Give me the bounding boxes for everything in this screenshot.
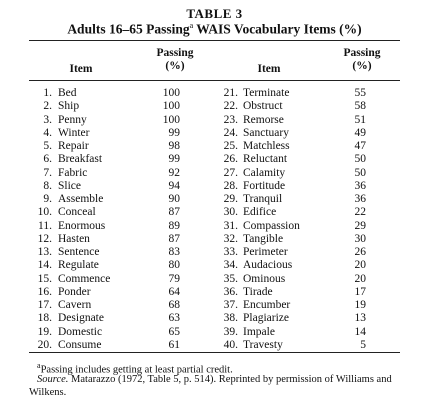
item-word: Perimeter	[243, 246, 288, 258]
item-number: 29.	[223, 193, 238, 205]
passing-percent: 87	[168, 232, 180, 245]
table-row	[0, 206, 429, 219]
item-word: Ponder	[58, 285, 91, 298]
item-word: Assemble	[58, 193, 104, 205]
item-word: Ship	[58, 100, 80, 113]
item-number: 27.	[223, 166, 238, 179]
header-rule	[29, 80, 400, 81]
item-word: Terminate	[243, 87, 290, 99]
passing-percent: 5	[360, 338, 366, 351]
passing-percent: 83	[168, 246, 180, 258]
item-word: Tangible	[243, 232, 284, 245]
item-number: 22.	[223, 100, 238, 113]
passing-percent: 49	[354, 126, 366, 139]
passing-percent: 30	[354, 232, 366, 245]
passing-percent: 98	[168, 140, 180, 152]
item-word: Bed	[58, 87, 77, 99]
item-number: 15.	[37, 272, 52, 285]
item-number: 14.	[37, 259, 52, 272]
passing-percent: 94	[168, 179, 180, 192]
bottom-rule	[29, 352, 400, 353]
passing-percent: 80	[168, 259, 180, 272]
item-word: Slice	[58, 179, 81, 192]
table-row	[0, 180, 429, 193]
left-passing-unit: (%)	[165, 60, 185, 72]
item-number: 20.	[37, 338, 52, 351]
passing-percent: 92	[168, 166, 180, 179]
left-passing-label: Passing	[156, 47, 194, 59]
left-item-header: Item	[69, 63, 93, 75]
item-number: 36.	[223, 285, 238, 298]
item-word: Conceal	[58, 206, 96, 219]
item-word: Plagiarize	[243, 312, 289, 325]
item-number: 38.	[223, 312, 238, 325]
item-word: Commence	[58, 272, 111, 285]
item-number: 11.	[38, 219, 52, 232]
item-number: 16.	[37, 285, 52, 298]
item-number: 28.	[223, 179, 238, 192]
passing-percent: 14	[354, 325, 366, 338]
item-word: Remorse	[243, 113, 284, 126]
item-number: 13.	[37, 246, 52, 258]
item-number: 2.	[43, 100, 52, 113]
item-word: Matchless	[243, 140, 290, 152]
item-number: 17.	[37, 299, 52, 311]
item-number: 5.	[43, 140, 52, 152]
table-row	[0, 140, 429, 153]
item-word: Compassion	[243, 219, 300, 232]
item-number: 25.	[223, 140, 238, 152]
table-row	[0, 273, 429, 286]
item-number: 31.	[223, 219, 238, 232]
item-number: 8.	[43, 179, 52, 192]
passing-percent: 17	[354, 285, 366, 298]
table-title	[0, 21, 429, 38]
item-number: 26.	[223, 153, 238, 166]
table-row	[0, 233, 429, 246]
footnote-source	[29, 373, 409, 399]
item-word: Reluctant	[243, 153, 288, 166]
item-word: Sentence	[58, 246, 100, 258]
passing-percent: 99	[168, 126, 180, 139]
item-number: 21.	[223, 87, 238, 99]
title-superscript: a	[189, 21, 194, 30]
item-word: Fortitude	[243, 179, 286, 192]
item-word: Impale	[243, 325, 275, 338]
table-row	[0, 312, 429, 325]
item-word: Penny	[58, 113, 87, 126]
item-word: Winter	[58, 126, 90, 139]
passing-percent: 20	[354, 259, 366, 272]
passing-percent: 99	[168, 153, 180, 166]
right-passing-header	[337, 47, 387, 73]
item-number: 24.	[223, 126, 238, 139]
passing-percent: 47	[354, 140, 366, 152]
item-number: 30.	[223, 206, 238, 219]
table-row	[0, 114, 429, 127]
item-word: Fabric	[58, 166, 88, 179]
item-word: Regulate	[58, 259, 99, 272]
right-passing-unit: (%)	[352, 60, 372, 72]
item-number: 35.	[223, 272, 238, 285]
right-passing-label: Passing	[343, 47, 381, 59]
item-word: Obstruct	[243, 100, 283, 113]
table-row	[0, 326, 429, 339]
item-number: 40.	[223, 338, 238, 351]
passing-percent: 20	[354, 272, 366, 285]
source-text: Matarazzo (1972, Table 5, p. 514). Reprinted by permission of Williams and Wilkens.	[29, 374, 392, 398]
table-row	[0, 153, 429, 166]
item-number: 9.	[43, 193, 52, 205]
item-number: 23.	[223, 113, 238, 126]
item-word: Encumber	[243, 299, 291, 311]
passing-percent: 26	[354, 246, 366, 258]
item-word: Tranquil	[243, 193, 283, 205]
title-rest: WAIS Vocabulary Items (%)	[193, 21, 362, 37]
item-word: Edifice	[243, 206, 277, 219]
table-row	[0, 100, 429, 113]
item-word: Calamity	[243, 166, 286, 179]
passing-percent: 68	[168, 299, 180, 311]
table-row	[0, 286, 429, 299]
item-word: Tirade	[243, 285, 273, 298]
right-item-header: Item	[257, 63, 281, 75]
passing-percent: 100	[162, 100, 180, 113]
item-number: 12.	[37, 232, 52, 245]
item-number: 19.	[37, 325, 52, 338]
passing-percent: 79	[168, 272, 180, 285]
item-number: 4.	[43, 126, 52, 139]
source-label: Source.	[37, 374, 69, 385]
item-word: Breakfast	[58, 153, 103, 166]
item-number: 39.	[223, 325, 238, 338]
passing-percent: 100	[162, 113, 180, 126]
item-word: Audacious	[243, 259, 293, 272]
passing-percent: 50	[354, 153, 366, 166]
footnote-marker: a	[37, 361, 41, 370]
item-word: Domestic	[58, 325, 103, 338]
passing-percent: 90	[168, 193, 180, 205]
item-word: Repair	[58, 140, 89, 152]
table-row	[0, 259, 429, 272]
item-word: Enormous	[58, 219, 106, 232]
passing-percent: 61	[168, 338, 180, 351]
item-word: Ominous	[243, 272, 286, 285]
passing-percent: 22	[354, 206, 366, 219]
table-row	[0, 193, 429, 206]
item-word: Travesty	[243, 338, 283, 351]
table-row	[0, 87, 429, 100]
table-row	[0, 127, 429, 140]
item-number: 18.	[37, 312, 52, 325]
table-row	[0, 167, 429, 180]
passing-percent: 58	[354, 100, 366, 113]
table-label: TABLE 3	[186, 6, 243, 21]
table-row	[0, 299, 429, 312]
top-rule	[29, 40, 400, 41]
item-number: 6.	[43, 153, 52, 166]
item-number: 32.	[223, 232, 238, 245]
item-number: 3.	[43, 113, 52, 126]
item-number: 34.	[223, 259, 238, 272]
passing-percent: 89	[168, 219, 180, 232]
item-number: 10.	[37, 206, 52, 219]
item-number: 7.	[43, 166, 52, 179]
item-word: Cavern	[58, 299, 92, 311]
item-word: Hasten	[58, 232, 90, 245]
table-row	[0, 339, 429, 352]
item-word: Designate	[58, 312, 104, 325]
left-passing-header	[150, 47, 200, 73]
item-number: 33.	[223, 246, 238, 258]
item-word: Sanctuary	[243, 126, 289, 139]
table-row	[0, 246, 429, 259]
passing-percent: 13	[354, 312, 366, 325]
passing-percent: 36	[354, 179, 366, 192]
passing-percent: 50	[354, 166, 366, 179]
passing-percent: 36	[354, 193, 366, 205]
passing-percent: 64	[168, 285, 180, 298]
title-main: Adults 16–65 Passing	[67, 21, 190, 37]
item-number: 37.	[223, 299, 238, 311]
item-number: 1.	[43, 87, 52, 99]
passing-percent: 100	[162, 87, 180, 99]
passing-percent: 65	[168, 325, 180, 338]
passing-percent: 87	[168, 206, 180, 219]
passing-percent: 29	[354, 219, 366, 232]
passing-percent: 55	[354, 87, 366, 99]
passing-percent: 19	[354, 299, 366, 311]
passing-percent: 63	[168, 312, 180, 325]
item-word: Consume	[58, 338, 102, 351]
footnote-a-text: Passing includes getting at least partial credit.	[40, 364, 233, 376]
table-row	[0, 220, 429, 233]
passing-percent: 51	[354, 113, 366, 126]
